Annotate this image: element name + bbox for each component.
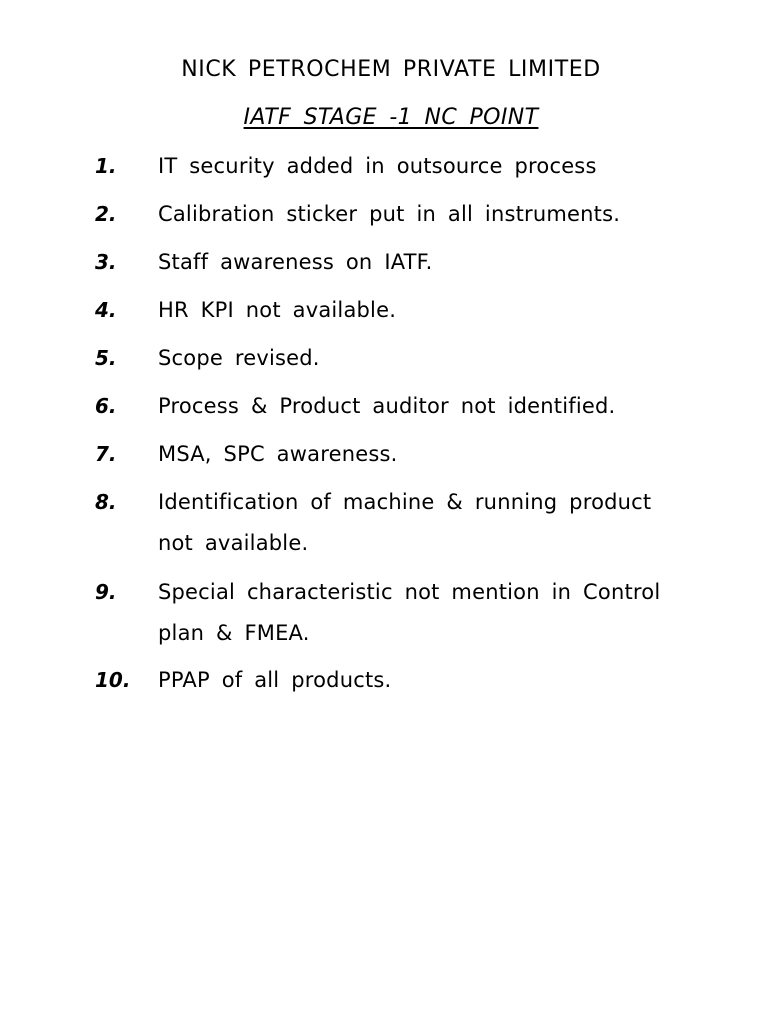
- item-text: Special characteristic not mention in Control plan & FMEA.: [158, 580, 661, 645]
- document-subtitle: IATF STAGE -1 NC POINT: [243, 105, 539, 130]
- item-text: Staff awareness on IATF.: [158, 250, 433, 274]
- item-number: 3.: [95, 250, 117, 274]
- item-number: 1.: [95, 154, 117, 178]
- item-number: 2.: [95, 202, 117, 226]
- item-number: 10.: [95, 668, 131, 692]
- item-number: 5.: [95, 346, 117, 370]
- item-text: Identification of machine & running product not available.: [158, 490, 652, 555]
- item-text: Scope revised.: [158, 346, 320, 370]
- item-number: 6.: [95, 394, 117, 418]
- item-text: Process & Product auditor not identified.: [158, 394, 616, 418]
- item-text: HR KPI not available.: [158, 298, 397, 322]
- company-name: NICK PETROCHEM PRIVATE LIMITED: [181, 57, 601, 82]
- item-number: 7.: [95, 442, 117, 466]
- item-text: IT security added in outsource process: [158, 154, 597, 178]
- item-text: Calibration sticker put in all instruments.: [158, 202, 621, 226]
- item-text: PPAP of all products.: [158, 668, 392, 692]
- item-number: 8.: [95, 490, 117, 514]
- item-number: 4.: [95, 298, 117, 322]
- item-number: 9.: [95, 580, 117, 604]
- item-text: MSA, SPC awareness.: [158, 442, 398, 466]
